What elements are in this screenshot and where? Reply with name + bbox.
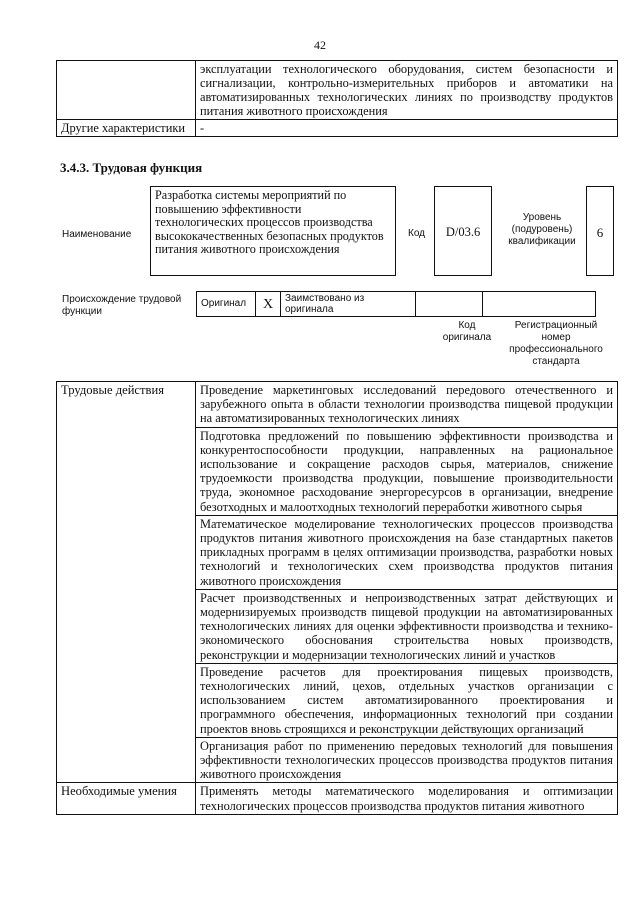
required-skills-label: Необходимые умения (57, 783, 196, 814)
labor-action-item: Проведение маркетинговых исследований передового отечественного и зарубежного опыта в области технологии производства пищевой продукции на автоматизированных технологических линиях (196, 382, 618, 428)
labor-actions-label: Трудовые действия (57, 382, 196, 783)
code-original-cell (416, 292, 483, 317)
code-box (434, 186, 492, 276)
code-original-label: Код оригинала (442, 320, 492, 343)
qualification-level-label: Уровень (подуровень) квалификации (508, 212, 576, 247)
reg-number-cell (483, 292, 596, 317)
continued-table (56, 60, 618, 137)
level-value: 6 (596, 225, 604, 240)
empty-cell (57, 61, 196, 120)
origin-label: Происхождение трудовой функции (62, 294, 182, 317)
other-characteristics-label: Другие характеристики (57, 120, 196, 137)
name-label: Наименование (62, 229, 132, 240)
original-mark-text: X (262, 297, 274, 312)
code-value: D/03.6 (445, 225, 481, 239)
origin-table (196, 291, 596, 317)
continued-text: эксплуатации технологического оборудования, систем безопасности и сигнализации, контрольно-измерительных приборов и автоматики на автоматизированных технологических линиях по производству продуктов питания животного происхождения (196, 61, 618, 120)
table-row (57, 382, 618, 428)
labor-action-item: Проведение расчетов для проектирования пищевых производств, технологических линий, цехов, отдельных участков организации с использованием систем автоматизированного проектирования и программного обеспечения, информационных технологий при создании проектов вновь строящихся и реконструкции действующих организаций (196, 663, 618, 737)
borrowed-label: Заимствовано из оригинала (281, 292, 416, 317)
original-label: Оригинал (197, 292, 256, 317)
function-name: Разработка системы мероприятий по повышению эффективности технологических процессов производства высококачественных безопасных продуктов питания животного происхождения (150, 186, 396, 276)
section-title: 3.4.3. Трудовая функция (60, 160, 203, 175)
level-box (586, 186, 614, 276)
labor-action-item: Математическое моделирование технологических процессов производства продуктов питания животного происхождения на базе стандартных пакетов прикладных программ в целях оптимизации производства, разработки новых технологий и технологических схем производства продуктов питания животного происхождения (196, 515, 618, 589)
other-characteristics-value: - (196, 120, 618, 137)
reg-number-label: Регистрационный номер профессионального стандарта (509, 320, 603, 367)
labor-action-item: Расчет производственных и непроизводственных затрат действующих и модернизируемых производств пищевой продукции на автоматизированных технологических линиях для оценки эффективности производства и технико-экономического обоснования строительства новых производств, реконструкции и модернизации технологических линий и участков (196, 589, 618, 663)
page-number: 42 (314, 38, 326, 52)
labor-action-item: Подготовка предложений по повышению эффективности производства и конкурентоспособности продукции, направленных на рациональное использование и сокращение расходов сырья, материалов, снижение трудоемкости производства продукции, повышение производительности труда, экономное расходование энергоресурсов в организации, внедрение безотходных и малоотходных технологий переработки животного сырья (196, 427, 618, 515)
original-mark (256, 292, 281, 317)
code-label: Код (408, 228, 426, 239)
labor-action-item: Организация работ по применению передовых технологий для повышения эффективности технологических процессов производства продуктов питания животного происхождения (196, 737, 618, 783)
table-row (57, 783, 618, 814)
functions-table (56, 381, 618, 815)
skill-item: Применять методы математического моделирования и оптимизации технологических процессов производства продуктов питания животного (196, 783, 618, 814)
